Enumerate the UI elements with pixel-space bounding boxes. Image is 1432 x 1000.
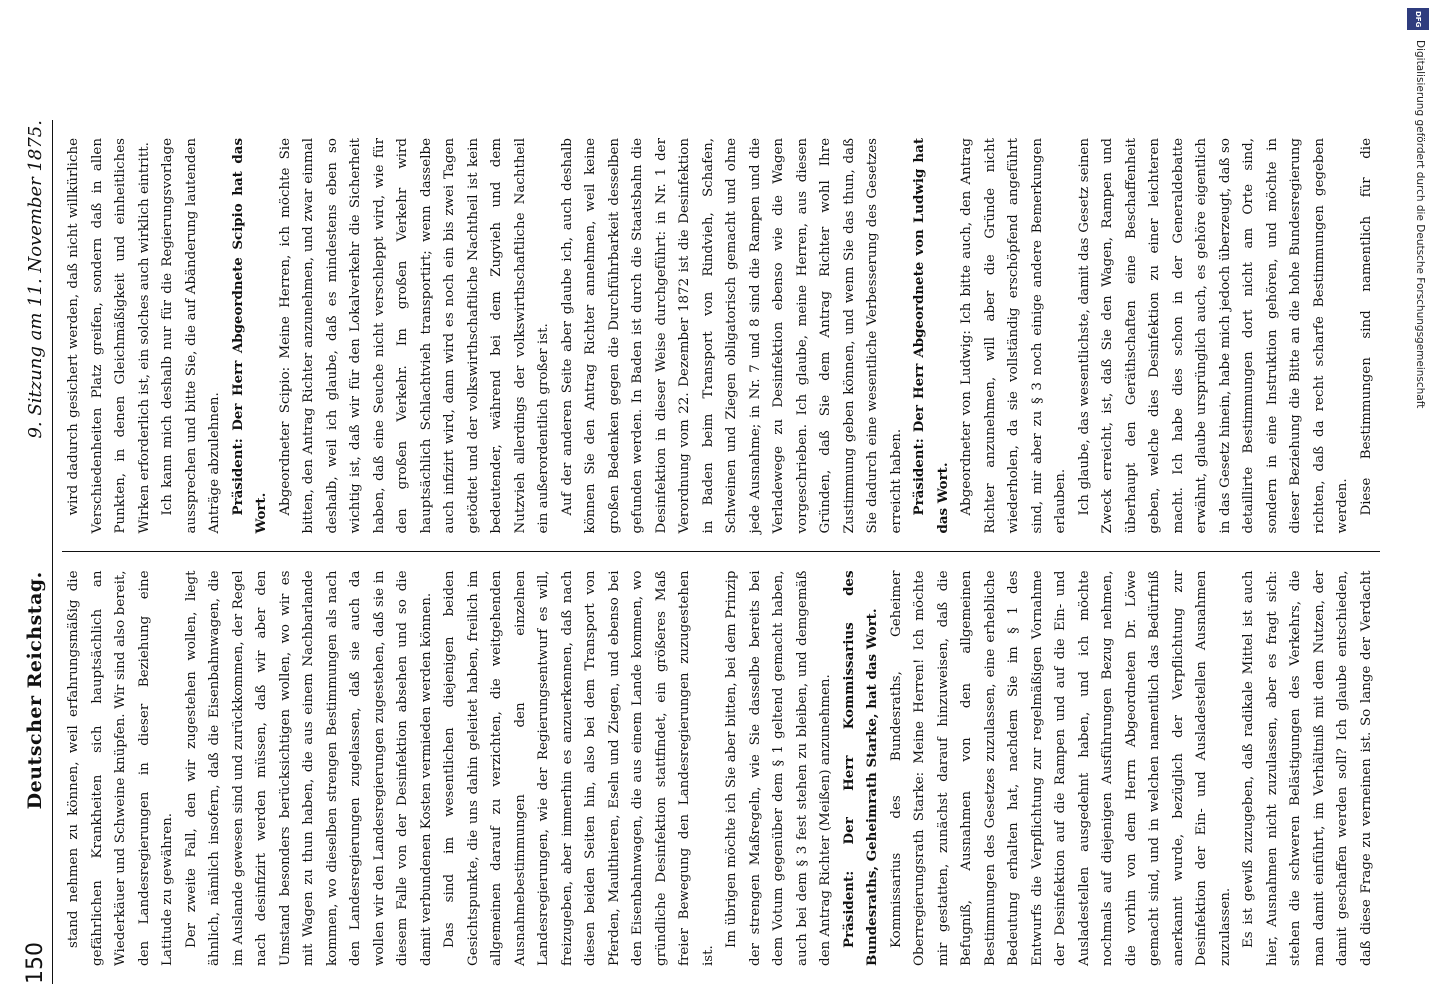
paragraph: Das sind im wesentlichen diejenigen beiden Gesichtspunkte, die uns dahin geleitet haben, freilich im allgemeinen darauf zu verzichten, die weitgehenden Ausnahmebestimmungen den einzelnen Landesregierungen, wie der Regierungsentwurf es will, freizugeben, aber immerhin es anzuerkennen, daß nach diesen beiden Seiten hin, also bei dem Transport von Pferden, Maulthieren, Eseln und Ziegen, und ebenso bei den Eisenbahnwagen, die aus einem Lande kommen, wo gründliche Desinfektion stattfindet, ein größeres Maß freier Bewegung den Landesregierungen zuzugestehen ist.	[442, 570, 716, 966]
paragraph: Der zweite Fall, den wir zugestehen wollen, liegt ähnlich, nämlich insofern, daß die Eisenbahnwagen, die im Auslande gewesen sind und zurückkommen, der Regel nach desinfizirt werden müssen, daß wir aber den Umstand besonders berücksichtigen wollen, wo wir es mit Wagen zu thun haben, die aus einem Nachbarlande kommen, wo dieselben strengen Bestimmungen als nach den Landesregierungen zugelassen, daß sie auch da wollen wir den Landesregierungen zugestehen, daß sie in diesem Falle von der Desinfektion absehen und so die damit verbundenen Kosten vermieden werden können.	[183, 570, 434, 966]
paragraph: Diese Bestimmungen sind namentlich für die	[1358, 138, 1374, 516]
speaker-line: Präsident: Der Herr Kommissarius des Bundesraths, Geheimrath Starke, hat das Wort.	[840, 570, 880, 966]
paragraph: Abgeordneter Scipio: Meine Herren, ich möchte Sie bitten, den Antrag Richter anzunehmen, und zwar einmal deshalb, weil ich glaube, daß es mindestens eben so wichtig ist, daß wir für den Lokalverkehr die Sicherheit haben, daß eine Seuche nicht verschleppt wird, wie für den großen Verkehr. Im großen Verkehr wird hauptsächlich Schlachtvieh transportirt; wenn dasselbe auch infizirt wird, dann wird es noch ein bis zwei Tagen getödtet und der volkswirthschaftliche Nachtheil ist kein bedeutender, während bei dem Zugvieh und dem Nutzvieh allerdings der volkswirthschaftliche Nachtheil ein außerordentlich großer ist.	[277, 138, 551, 534]
page-header	[18, 120, 53, 984]
paragraph: wird dadurch gesichert werden, daß nicht willkürliche Verschiedenheiten Platz greifen, sondern daß in allen Punkten, in denen Gleichmäßigkeit und einheitliches Wirken erforderlich ist, ein solches auch wirklich eintritt.	[66, 138, 152, 534]
text-columns	[62, 120, 1380, 984]
credit-text: Digitalisierung gefördert durch die Deutsche Forschungsgemeinschaft	[1414, 40, 1426, 409]
speaker-line: Präsident: Der Herr Abgeordnete von Ludwig hat das Wort.	[911, 138, 951, 534]
publication-title: Deutscher Reichstag.	[24, 571, 46, 810]
sitting-date: 9. Sitzung am 11. November 1875.	[24, 120, 46, 439]
dfg-logo: DFG	[1407, 8, 1429, 30]
paragraph: Ich kann mich deshalb nur für die Regierungsvorlage aussprechen und bitte Sie, die auf Abänderung lautenden Anträge abzulehnen.	[160, 138, 222, 534]
paragraph: Es ist gewiß zuzugeben, daß radikale Mittel ist auch hier, Ausnahmen nicht zuzulassen, aber es fragt sich: stehen die schweren Belästigungen des Verkehrs, die man damit einführt, im Verhältniß mit dem Nutzen, der damit geschaffen werden soll? Ich glaube entschieden, daß diese Frage zu verneinen ist. So lange der Verdacht	[1241, 570, 1374, 966]
paragraph: Kommissarius des Bundesraths, Geheimer Oberregierungsrath Starke: Meine Herren! Ich möchte mir gestatten, zunächst darauf hinzuweisen, daß die Befugniß, Ausnahmen von den allgemeinen Bestimmungen des Gesetzes zuzulassen, eine erhebliche Bedeutung erhalten hat, nachdem Sie im § 1 des Entwurfs die Verpflichtung zur regelmäßigen Vornahme der Desinfektion auf die Rampen und auf die Ein- und Ausladestellen ausgedehnt haben, und ich möchte nochmals auf diejenigen Ausführungen Bezug nehmen, die vorhin von dem Herrn Abgeordneten Dr. Löwe gemacht sind, und in welchen namentlich das Bedürfniß anerkannt wurde, bezüglich der Verpflichtung zur Desinfektion der Ein- und Ausladestellen Ausnahmen zuzulassen.	[888, 570, 1233, 966]
right-column	[62, 120, 1380, 553]
paragraph: Ich glaube, das wesentlichste, damit das Gesetz seinen Zweck erreicht, ist, daß Sie den Wagen, Rampen und überhaupt den Geräthschaften eine Beschaffenheit geben, welche dies Desinfektion zu einer leichteren macht. Ich habe dies schon in der Generaldebatte erwähnt, glaube ursprünglich auch, es gehöre eigentlich in das Gesetz hinein, habe mich jedoch überzeugt, daß so detaillirte Bestimmungen dort nicht am Orte sind, sondern in eine Instruktion gehören, und möchte in dieser Beziehung die Bitte an die hohe Bundesregierung richten, daß da recht scharfe Bestimmungen gegeben werden.	[1076, 138, 1350, 534]
paragraph: Auf der anderen Seite aber glaube ich, auch deshalb können Sie den Antrag Richter annehmen, weil keine großen Bedenken gegen die Durchführbarkeit desselben gefunden werden. In Baden ist durch die Staatsbahn die Desinfektion in dieser Weise durchgeführt: in Nr. 1 der Verordnung vom 22. Dezember 1872 ist die Desinfektion in Baden beim Transport von Rindvieh, Schafen, Schweinen und Ziegen obligatorisch gemacht und ohne jede Ausnahme; in Nr. 7 und 8 sind die Rampen und die Verladewege zu Desinfektion ebenso wie die Wagen vorgeschrieben. Ich glaube, meine Herren, aus diesen Gründen, daß Sie dem Antrag Richter wohl Ihre Zustimmung geben können, und wenn Sie das thun, daß Sie dadurch eine wesentliche Verbesserung des Gesetzes erreicht haben.	[559, 138, 904, 534]
page-number: 150	[22, 942, 48, 984]
paragraph: Abgeordneter von Ludwig: Ich bitte auch, den Antrag Richter anzunehmen, will aber die Gründe nicht wiederholen, da sie vollständig erschöpfend angeführt sind, mir aber zu § 3 noch einige andere Bemerkungen erlauben.	[959, 138, 1068, 534]
paragraph: Im übrigen möchte ich Sie aber bitten, bei dem Prinzip der strengen Maßregeln, wie Sie dasselbe bereits bei dem Votum gegenüber dem § 1 geltend gemacht haben, auch bei dem § 3 fest stehen zu bleiben, und demgemäß den Antrag Richter (Meißen) anzunehmen.	[724, 570, 833, 966]
speaker-line: Präsident: Der Herr Abgeordnete Scipio hat das Wort.	[229, 138, 269, 534]
paragraph: stand nehmen zu können, weil erfahrungsmäßig die gefährlichen Krankheiten sich hauptsächlich an Wiederkäuer und Schweine knüpfen. Wir sind also bereit, den Landesregierungen in dieser Beziehung eine Latitude zu gewähren.	[66, 570, 175, 966]
digitization-credit	[1410, 40, 1426, 960]
left-column	[62, 553, 1380, 985]
